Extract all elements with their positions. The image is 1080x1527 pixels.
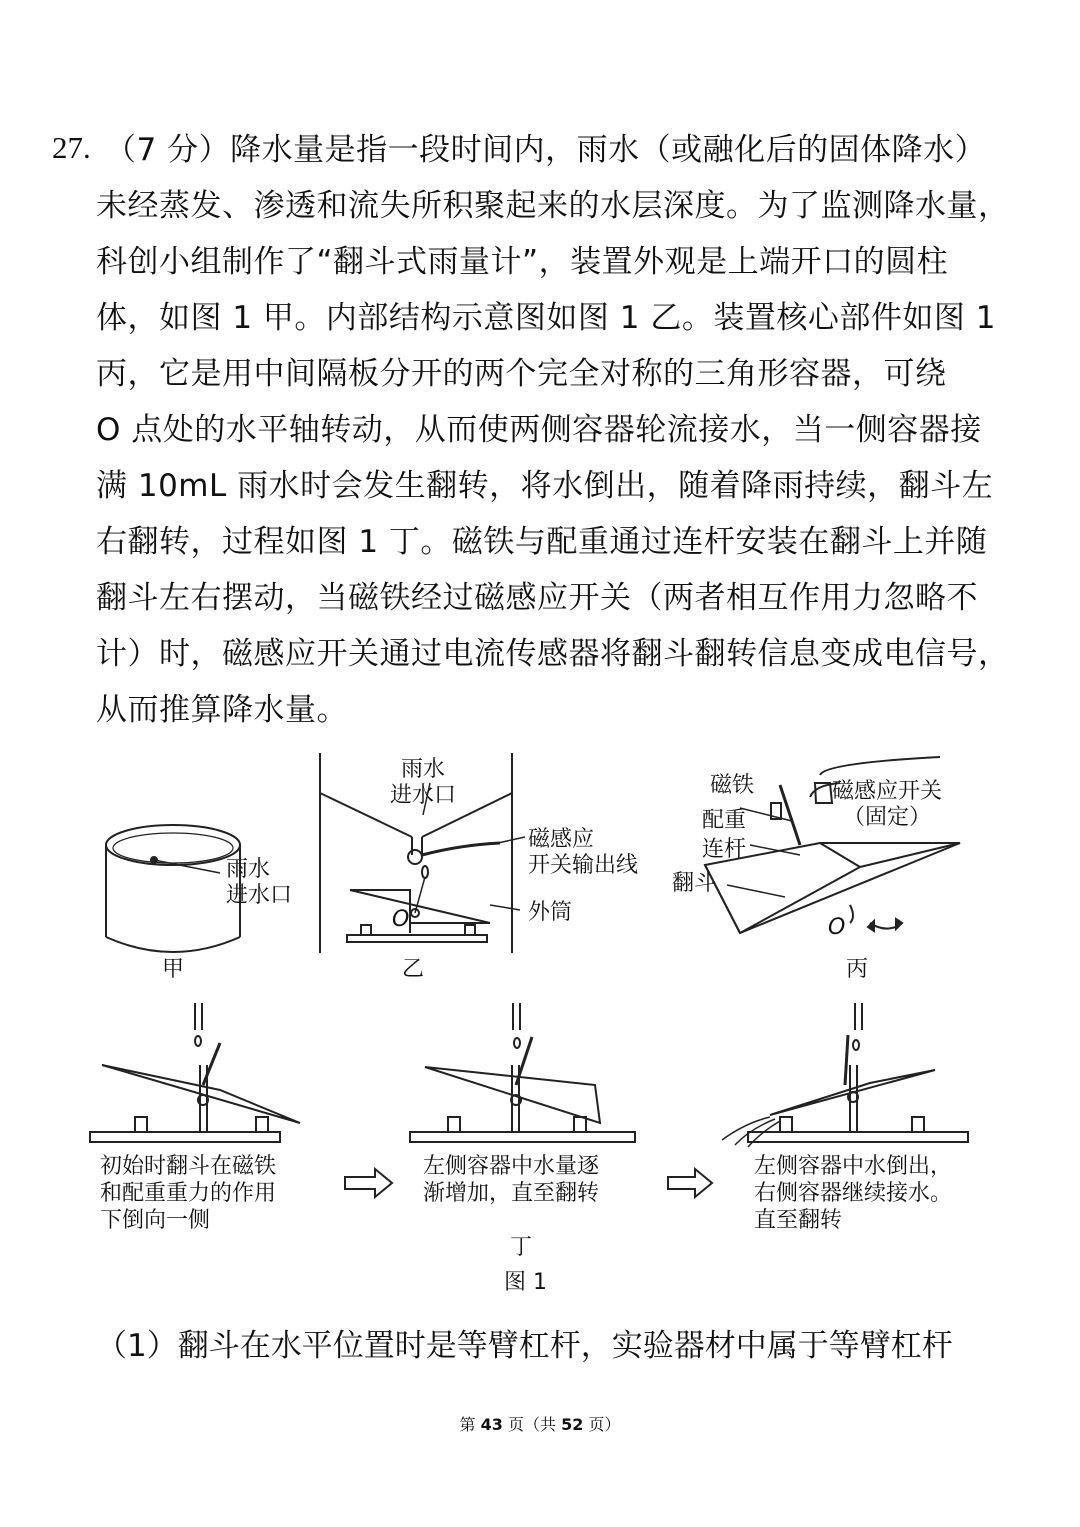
ding-step-2-caption: 左侧容器中水量逐 渐增加，直至翻转 bbox=[423, 1154, 600, 1206]
yi-name: 乙 bbox=[402, 957, 425, 982]
bing-magnet-label: 磁铁 bbox=[710, 773, 755, 798]
ding-name: 丁 bbox=[510, 1235, 533, 1260]
question-line: 科创小组制作了“翻斗式雨量计”，装置外观是上端开口的圆柱 bbox=[96, 244, 949, 280]
question-line: 满 10mL 雨水时会发生翻转，将水倒出，随着降雨持续，翻斗左 bbox=[96, 468, 994, 504]
question-number: 27. bbox=[52, 130, 91, 165]
question-line: 右翻转，过程如图 1 丁。磁铁与配重通过连杆安装在翻斗上并随 bbox=[96, 524, 988, 560]
subquestion-1: （1）翻斗在水平位置时是等臂杠杆，实验器材中属于等臂杠杆 bbox=[96, 1328, 953, 1364]
question-line: （7 分）降水量是指一段时间内，雨水（或融化后的固体降水） bbox=[105, 132, 987, 168]
arrow-icon bbox=[345, 1169, 392, 1197]
question-line: 体，如图 1 甲。内部结构示意图如图 1 乙。装置核心部件如图 1 bbox=[96, 300, 996, 336]
ding-step-1-caption: 初始时翻斗在磁铁 和配重重力的作用 下倒向一侧 bbox=[100, 1154, 277, 1233]
yi-shell-label: 外筒 bbox=[528, 900, 573, 925]
ding-step-3-caption: 左侧容器中水倒出， 右侧容器继续接水。 直至翻转 bbox=[754, 1154, 953, 1233]
page-footer: 第 43 页（共 52 页） bbox=[459, 1415, 621, 1434]
question-line: O 点处的水平轴转动，从而使两侧容器轮流接水，当一侧容器接 bbox=[96, 412, 982, 448]
bing-bucket-label: 翻斗 bbox=[672, 871, 717, 896]
rain-gauge-cylinder-drawing bbox=[106, 825, 240, 952]
bing-pivot-label: O bbox=[828, 915, 846, 940]
bing-counterweight-label: 配重 bbox=[702, 808, 747, 833]
figure-caption: 图 1 bbox=[504, 1270, 547, 1295]
question-line: 从而推算降水量。 bbox=[96, 692, 348, 728]
bing-rod-label: 连杆 bbox=[702, 837, 747, 862]
jia-name: 甲 bbox=[162, 957, 185, 982]
question-line: 未经蒸发、渗透和流失所积聚起来的水层深度。为了监测降水量， bbox=[96, 188, 1010, 224]
figure-1 bbox=[80, 745, 1000, 1305]
question-line: 翻斗左右摆动，当磁铁经过磁感应开关（两者相互作用力忽略不 bbox=[96, 580, 978, 616]
yi-switch-label: 磁感应 开关输出线 bbox=[528, 827, 639, 878]
yi-pivot-label: O bbox=[392, 907, 410, 932]
bing-name: 丙 bbox=[846, 957, 869, 982]
question-line: 计）时，磁感应开关通过电流传感器将翻斗翻转信息变成电信号， bbox=[96, 636, 1010, 672]
flip-step-2-drawing bbox=[410, 1003, 635, 1142]
question-line: 丙，它是用中间隔板分开的两个完全对称的三角形容器，可绕 bbox=[96, 356, 947, 392]
arrow-icon bbox=[668, 1169, 712, 1197]
flip-step-1-drawing bbox=[90, 1003, 300, 1142]
yi-inlet-label: 雨水 进水口 bbox=[390, 757, 457, 808]
flip-step-3-drawing bbox=[722, 1003, 968, 1147]
bing-switch-label: 磁感应开关 （固定） bbox=[832, 779, 943, 830]
jia-inlet-label: 雨水 进水口 bbox=[226, 857, 293, 908]
